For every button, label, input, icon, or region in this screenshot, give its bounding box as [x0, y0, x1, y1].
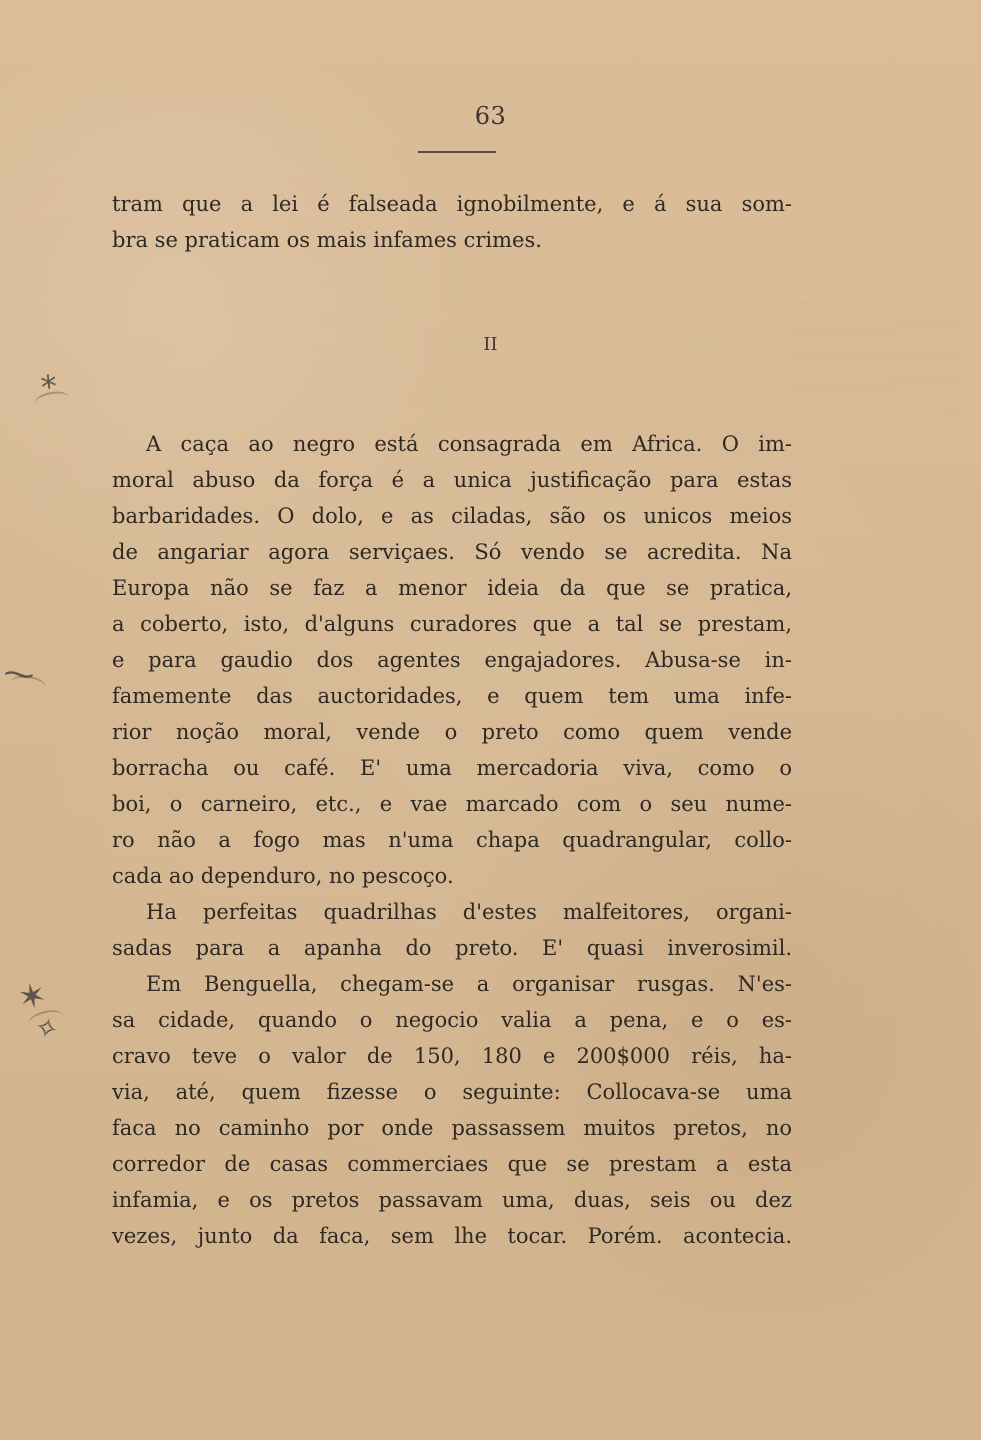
header-rule: [418, 151, 496, 153]
section-number: II: [483, 334, 498, 355]
text-line: moral abuso da força é a unica justificação para estas: [112, 468, 792, 492]
text-line: Europa não se faz a menor ideia da que se pratica,: [112, 576, 792, 600]
text-line: ro não a fogo mas n'uma chapa quadrangular, collo-: [112, 828, 792, 852]
paper-damage-mark: [9, 674, 47, 697]
margin-mark-icon: ⁓: [1, 654, 37, 695]
text-line: Em Benguella, chegam-se a organisar rusgas. N'es-: [146, 972, 792, 996]
text-line: cada ao dependuro, no pescoço.: [112, 864, 454, 888]
text-line: a coberto, isto, d'alguns curadores que a tal se prestam,: [112, 612, 792, 636]
text-line: boi, o carneiro, etc., e vae marcado com o seu nume-: [112, 792, 792, 816]
show-through-text: [793, 230, 963, 410]
text-line: via, até, quem fizesse o seguinte: Collocava-se uma: [112, 1080, 792, 1104]
text-line: e para gaudio dos agentes engajadores. Abusa-se in-: [112, 648, 792, 672]
text-line: corredor de casas commerciaes que se prestam a esta: [112, 1152, 792, 1176]
text-line: famemente das auctoridades, e quem tem uma infe-: [112, 684, 792, 708]
text-line: bra se praticam os mais infames crimes.: [112, 228, 542, 252]
text-line: cravo teve o valor de 150, 180 e 200$000 réis, ha-: [112, 1044, 792, 1068]
text-line: Ha perfeitas quadrilhas d'estes malfeitores, organi-: [146, 900, 792, 924]
text-line: barbaridades. O dolo, e as ciladas, são os unicos meios: [112, 504, 792, 528]
text-line: A caça ao negro está consagrada em Africa. O im-: [146, 432, 792, 456]
text-line: sa cidade, quando o negocio valia a pena, e o es-: [112, 1008, 792, 1032]
text-line: borracha ou café. E' uma mercadoria viva, como o: [112, 756, 792, 780]
main-text: [112, 426, 792, 1254]
paper-damage-mark: [33, 389, 72, 413]
top-paragraph: [112, 186, 792, 258]
text-line: de angariar agora serviçaes. Só vendo se acredita. Na: [112, 540, 792, 564]
margin-mark-icon: ✶: [14, 974, 51, 1020]
margin-mark-icon: ✧: [31, 1009, 63, 1048]
text-line: tram que a lei é falseada ignobilmente, e á sua som-: [112, 192, 792, 216]
margin-mark-icon: ⁎: [38, 357, 58, 397]
text-line: vezes, junto da faca, sem lhe tocar. Porém. acontecia.: [112, 1224, 792, 1248]
text-line: rior noção moral, vende o preto como quem vende: [112, 720, 792, 744]
text-line: faca no caminho por onde passassem muitos pretos, no: [112, 1116, 792, 1140]
text-line: infamia, e os pretos passavam uma, duas, seis ou dez: [112, 1188, 792, 1212]
text-line: sadas para a apanha do preto. E' quasi inverosimil.: [112, 936, 792, 960]
page-number: 63: [474, 102, 507, 130]
